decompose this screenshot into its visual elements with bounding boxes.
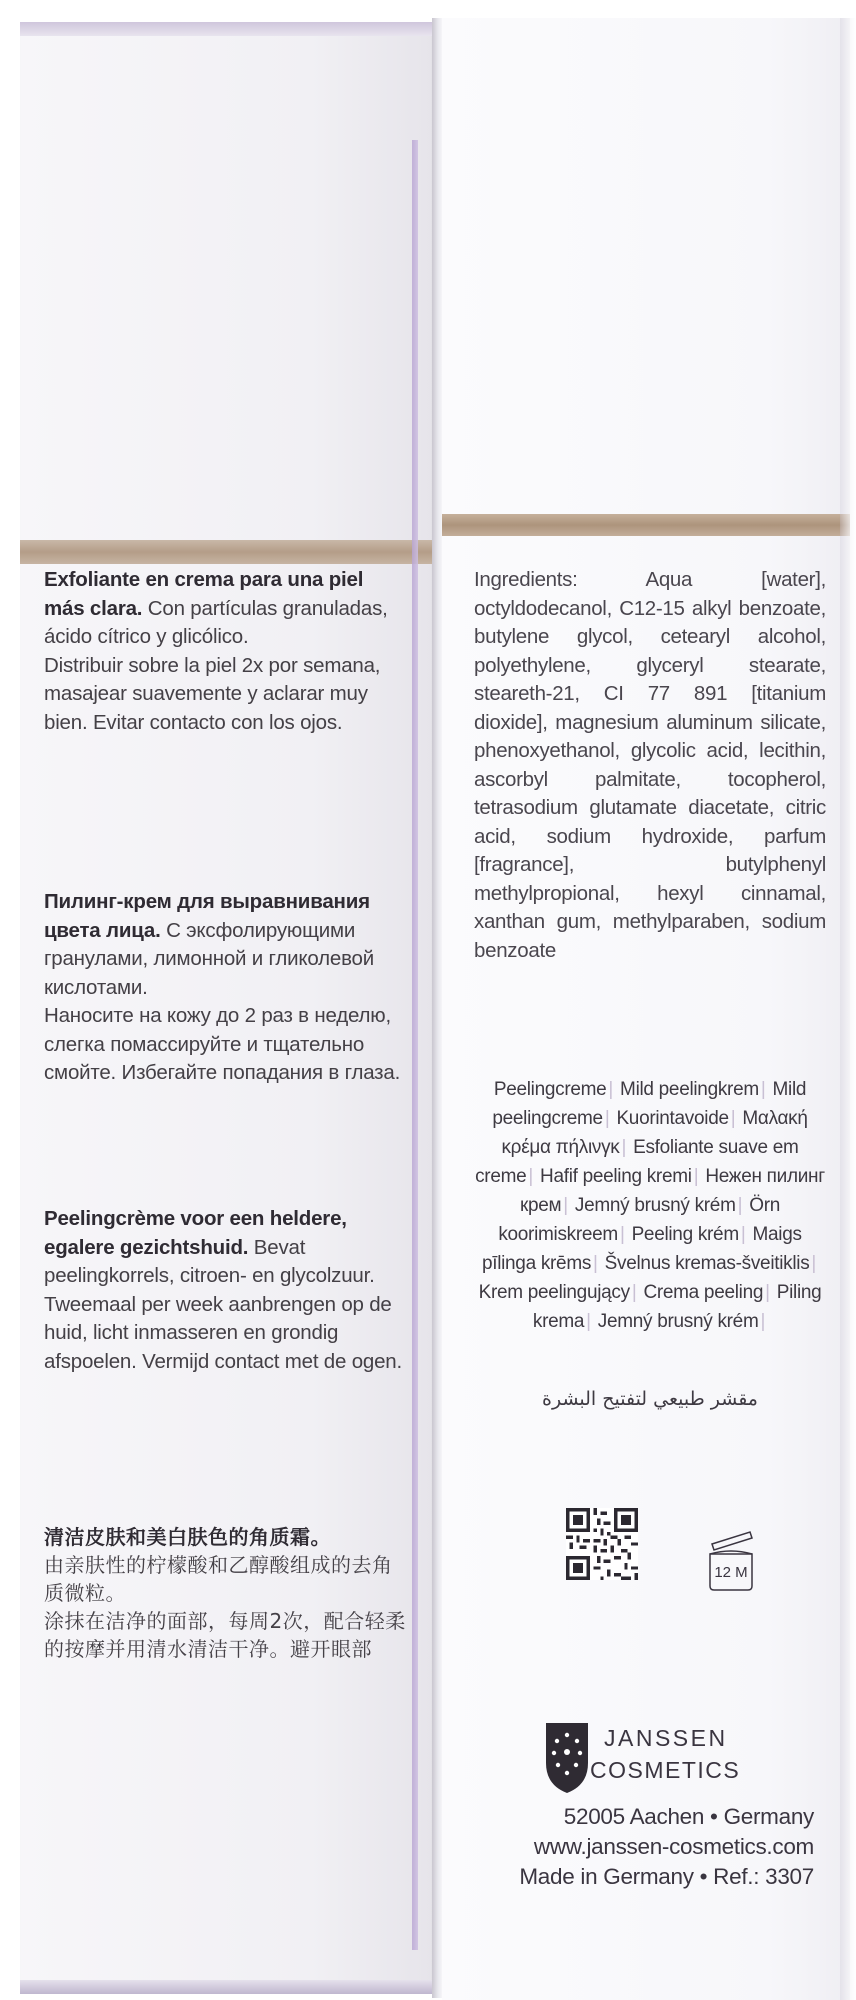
- russian-heading: Пилинг-крем для выравнивания цвета лица.: [44, 890, 370, 942]
- dutch-description: [44, 1205, 409, 1376]
- translation-item: Peelingcreme: [493, 1079, 607, 1100]
- russian-description: [44, 888, 409, 1088]
- translation-item: Нежен пилинг крем: [519, 1166, 825, 1216]
- translation-item: Jemný brusný krém: [574, 1195, 736, 1216]
- translation-item: Peeling krém: [631, 1224, 739, 1245]
- translation-item: Mild peelingkrem: [620, 1079, 759, 1100]
- dutch-body: Bevat peelingkorrels, citroen- en glycolzuur. Tweemaal per week aanbrengen op de huid, licht inmasseren en grondig afspoelen. Vermijd contact met de ogen.: [44, 1235, 403, 1373]
- brand-name-line1: JANSSEN: [604, 1725, 728, 1751]
- chinese-heading: 清洁皮肤和美白肤色的角质霜。: [44, 1525, 331, 1549]
- translation-item: Kuorintavoide: [616, 1108, 729, 1129]
- dutch-heading: Peelingcrème voor een heldere, egalere gezichtshuid.: [44, 1207, 347, 1259]
- brand-logo: [540, 1715, 780, 1795]
- separator: |: [586, 1311, 591, 1332]
- separator: |: [760, 1079, 766, 1100]
- box-corner-fold: [432, 18, 442, 1998]
- translation-item: Jemný brusný krém: [597, 1311, 759, 1332]
- separator: |: [528, 1166, 534, 1187]
- spanish-body: Con partículas granuladas, ácido cítrico y glicólico. Distribuir sobre la piel 2x por semana, masajear suavemente y aclarar muy bien. Evitar contacto con los ojos.: [44, 596, 388, 734]
- translation-item: Maigs pīlinga krēms: [481, 1224, 802, 1274]
- chinese-description: [44, 1523, 409, 1663]
- separator: |: [608, 1079, 614, 1100]
- arabic-product-name: مقشر طبيعي لتفتيح البشرة: [542, 1388, 758, 1410]
- separator: |: [760, 1311, 766, 1332]
- box-right-panel: [442, 18, 850, 2000]
- separator: |: [593, 1253, 598, 1274]
- left-decorative-stripe: [20, 540, 435, 564]
- box-right-edge: [840, 18, 856, 2000]
- translation-item: Mild peelingcreme: [492, 1079, 807, 1129]
- translation-item: Esfoliante suave em creme: [475, 1137, 799, 1187]
- separator: |: [740, 1224, 746, 1245]
- manufacturer-address: [474, 1802, 814, 1892]
- brand-name-line2: COSMETICS: [590, 1757, 741, 1783]
- separator: |: [563, 1195, 568, 1216]
- translation-item: Piling krema: [532, 1282, 822, 1332]
- pao-jar-icon: [700, 1512, 762, 1592]
- purple-edge-strip: [412, 140, 418, 1950]
- box-top-edge: [20, 22, 435, 36]
- translation-item: Örn koorimiskreem: [498, 1195, 780, 1245]
- address-line: 52005 Aachen • Germany: [563, 1804, 814, 1829]
- pao-label: 12 M: [714, 1564, 748, 1581]
- chinese-body: 由亲肤性的柠檬酸和乙醇酸组成的去角质微粒。 涂抹在洁净的面部，每周2次，配合轻柔的按摩并用清水清洁干净。避开眼部: [44, 1553, 406, 1661]
- separator: |: [737, 1195, 743, 1216]
- janssen-shield-icon: [544, 1719, 590, 1795]
- translation-item: Crema peeling: [643, 1282, 764, 1303]
- separator: |: [631, 1282, 637, 1303]
- translation-item: Švelnus kremas-šveitiklis: [604, 1253, 810, 1274]
- translation-item: Hafif peeling kremi: [540, 1166, 692, 1187]
- separator: |: [730, 1108, 736, 1129]
- spanish-heading: Exfoliante en crema para una piel más clara.: [44, 568, 364, 620]
- separator: |: [604, 1108, 610, 1129]
- website-line: www.janssen-cosmetics.com: [533, 1834, 814, 1859]
- separator: |: [619, 1224, 625, 1245]
- russian-body: С эксфолирующими гранулами, лимонной и гликолевой кислотами. Наносите на кожу до 2 раз в неделю, слегка помассируйте и тщательно смойте. Избегайте попадания в глаза.: [44, 918, 401, 1084]
- translation-item: Krem peelingujący: [478, 1282, 630, 1303]
- qr-code-icon: [566, 1508, 638, 1580]
- separator: |: [693, 1166, 699, 1187]
- product-name-translations: [474, 1075, 826, 1336]
- right-decorative-stripe: [442, 514, 850, 536]
- box-bottom-edge: [20, 1980, 435, 1994]
- spanish-description: [44, 566, 409, 737]
- separator: |: [621, 1137, 627, 1158]
- translation-item: Μαλακή κρέμα πήλινγκ: [501, 1108, 808, 1158]
- separator: |: [765, 1282, 770, 1303]
- separator: |: [811, 1253, 817, 1274]
- made-in-line: Made in Germany • Ref.: 3307: [519, 1864, 814, 1889]
- ingredients-list: Ingredients: Aqua [water], octyldodecanol, C12-15 alkyl benzoate, butylene glycol, cetearyl alcohol, polyethylene, glyceryl stearate, steareth-21, CI 77 891 [titanium dioxide], magnesium aluminum silicate, phenoxyethanol, glycolic acid, lecithin, ascorbyl palmitate, tocopherol, tetrasodium glutamate diacetate, citric acid, sodium hydroxide, parfum [fragrance], butylphenyl methylpropional, hexyl cinnamal, xanthan gum, methylparaben, sodium benzoate: [474, 568, 826, 962]
